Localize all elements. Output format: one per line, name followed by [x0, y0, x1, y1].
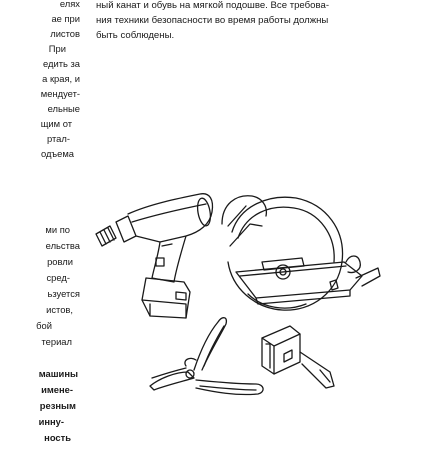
left-line: а края, и: [42, 73, 80, 84]
left-line: ртал-: [46, 133, 70, 144]
left-line-bold: машины: [38, 368, 78, 379]
paragraph-line: быть соблюдены.: [96, 30, 175, 41]
left-line: ае при: [51, 13, 80, 24]
left-line: одъема: [40, 148, 74, 159]
left-line: териал: [41, 336, 72, 347]
left-line: При: [48, 43, 66, 54]
tape-measure-icon: [262, 326, 334, 388]
left-line: сред-: [46, 272, 70, 283]
left-line: ельства: [45, 240, 80, 251]
left-line-bold: имене-: [41, 384, 73, 395]
left-line: елях: [59, 0, 80, 9]
paragraph-line: ния техники безопасности во время работы должны: [96, 15, 329, 26]
left-line: щим от: [40, 118, 72, 129]
left-line: мендует-: [40, 88, 80, 99]
left-line: истов,: [46, 304, 73, 315]
paragraph-line: ный канат и обувь на мягкой подошве. Все требова-: [96, 0, 330, 11]
left-line: листов: [50, 28, 80, 39]
left-line: едить за: [42, 58, 80, 69]
tin-snips-icon: [150, 318, 263, 395]
left-line: бой: [36, 320, 52, 331]
left-line-bold: инну-: [38, 416, 64, 427]
left-line: ми по: [45, 224, 70, 235]
left-line-bold: резным: [39, 400, 76, 411]
left-line: ровли: [47, 256, 73, 267]
left-line-bold: ность: [44, 432, 71, 443]
left-line: ельные: [47, 103, 80, 114]
circular-saw-icon: [222, 196, 380, 310]
cordless-drill-icon: [96, 194, 213, 318]
left-line: ьзуется: [47, 288, 80, 299]
